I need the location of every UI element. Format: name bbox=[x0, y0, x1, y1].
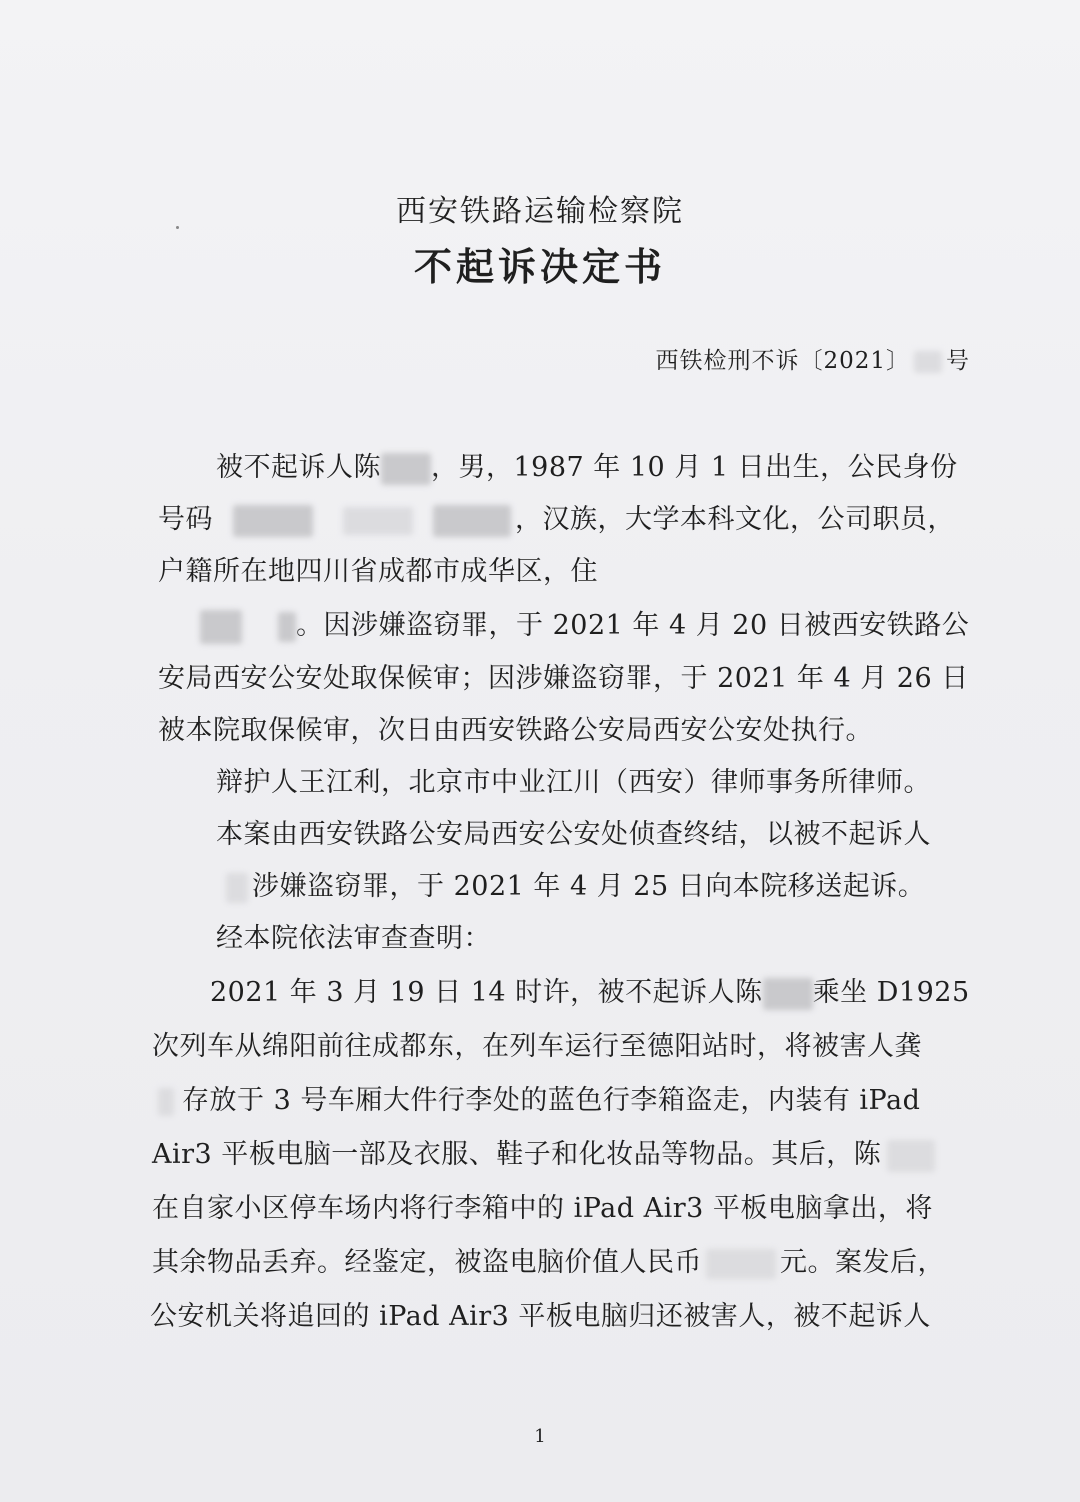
body-line-13 bbox=[158, 1078, 920, 1117]
text-segment: Air3 平板电脑一部及衣服、鞋子和化妆品等物品。其后，陈 bbox=[152, 1139, 882, 1170]
redacted-address-2 bbox=[278, 612, 296, 642]
body-line-6: 被本院取保候审，次日由西安铁路公安局西安公安处执行。 bbox=[158, 715, 873, 746]
text-segment: 涉嫌盗窃罪，于 2021 年 4 月 25 日向本院移送起诉。 bbox=[252, 871, 926, 902]
redacted-id-number-3 bbox=[433, 505, 511, 537]
document-number bbox=[655, 342, 970, 375]
text-segment: 乘坐 D1925 bbox=[812, 977, 970, 1008]
body-line-8: 本案由西安铁路公安局西安公安处侦查终结，以被不起诉人 bbox=[216, 819, 931, 850]
redacted-id-number-1 bbox=[233, 505, 313, 537]
redacted-victim-name bbox=[158, 1088, 174, 1116]
redacted-name bbox=[226, 873, 248, 903]
organization-name: 西安铁路运输检察院 bbox=[396, 194, 684, 229]
speck bbox=[176, 226, 179, 229]
text-segment: 存放于 3 号车厢大件行李处的蓝色行李箱盗走，内装有 iPad bbox=[182, 1085, 921, 1116]
body-line-5: 安局西安公安处取保候审；因涉嫌盗窃罪，于 2021 年 4 月 26 日 bbox=[158, 663, 969, 694]
redacted-name bbox=[887, 1140, 935, 1172]
text-segment: 元。案发后， bbox=[780, 1247, 945, 1278]
redacted-address-1 bbox=[200, 610, 242, 644]
text-segment: 其余物品丢弃。经鉴定，被盗电脑价值人民币 bbox=[152, 1247, 702, 1278]
body-line-12: 次列车从绵阳前往成都东，在列车运行至德阳站时，将被害人龚 bbox=[152, 1031, 922, 1062]
body-line-3: 户籍所在地四川省成都市成华区，住 bbox=[158, 556, 598, 587]
text-segment: 。因涉嫌盗窃罪，于 2021 年 4 月 20 日被西安铁路公 bbox=[296, 610, 970, 641]
body-line-4 bbox=[200, 603, 969, 644]
body-line-11 bbox=[210, 970, 970, 1010]
text-segment: 号码 bbox=[158, 504, 213, 535]
redacted-name bbox=[381, 453, 431, 485]
redacted-doc-number bbox=[914, 351, 942, 373]
body-line-10: 经本院依法审查查明： bbox=[216, 923, 491, 954]
body-line-16 bbox=[152, 1240, 945, 1279]
redacted-id-number-2 bbox=[343, 507, 413, 535]
document-title: 不起诉决定书 bbox=[413, 245, 666, 289]
body-line-7: 辩护人王江利，北京市中业江川（西安）律师事务所律师。 bbox=[216, 767, 931, 798]
redacted-amount bbox=[706, 1249, 776, 1279]
body-line-14 bbox=[152, 1132, 935, 1172]
body-line-1 bbox=[216, 445, 958, 485]
page-number: 1 bbox=[534, 1426, 546, 1447]
text-segment: ，男，1987 年 10 月 1 日出生，公民身份 bbox=[431, 452, 958, 483]
doc-number-suffix: 号 bbox=[946, 348, 970, 374]
text-segment: 被不起诉人陈 bbox=[216, 452, 381, 483]
text-segment: 2021 年 3 月 19 日 14 时许，被不起诉人陈 bbox=[210, 977, 763, 1008]
body-line-17: 公安机关将追回的 iPad Air3 平板电脑归还被害人，被不起诉人 bbox=[150, 1301, 931, 1332]
body-line-2 bbox=[158, 497, 955, 537]
redacted-name bbox=[763, 978, 813, 1010]
text-segment: ，汉族，大学本科文化，公司职员， bbox=[515, 504, 955, 535]
body-line-9 bbox=[226, 864, 925, 903]
doc-number-prefix: 西铁检刑不诉〔2021〕 bbox=[655, 348, 910, 374]
body-line-15: 在自家小区停车场内将行李箱中的 iPad Air3 平板电脑拿出，将 bbox=[152, 1193, 933, 1224]
